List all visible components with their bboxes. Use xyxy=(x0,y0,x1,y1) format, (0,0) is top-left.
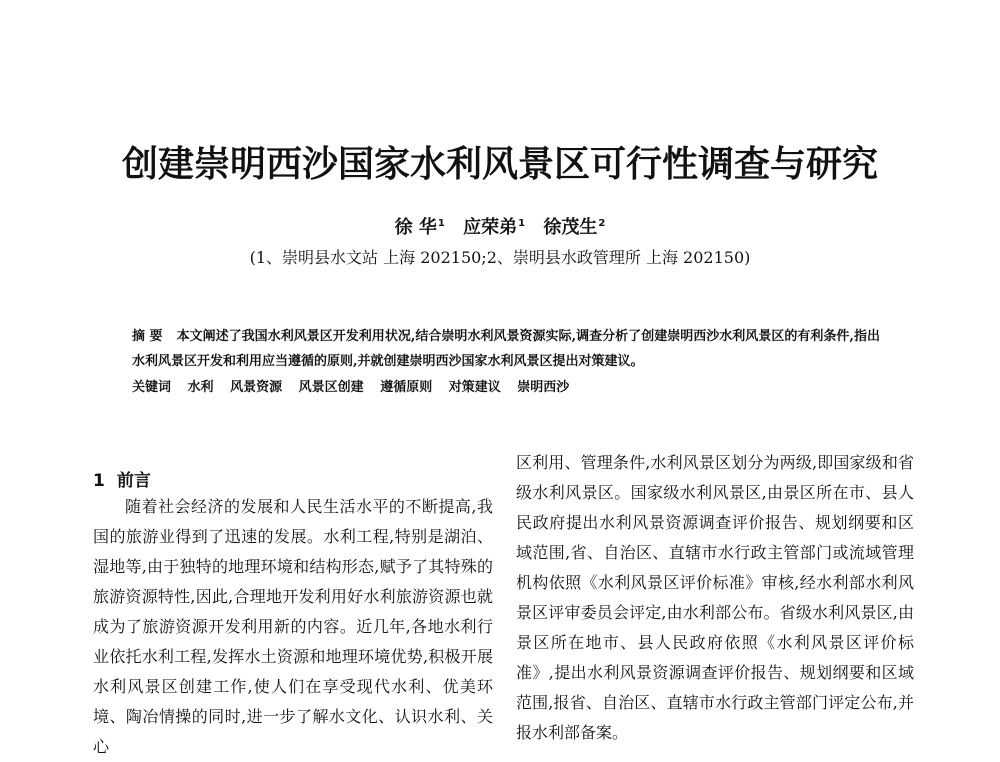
keyword: 崇明西沙 xyxy=(517,380,570,395)
author-1: 徐 华$^1$ xyxy=(394,217,445,238)
author-2: 应荣弟$^1$ xyxy=(463,217,526,238)
keyword: 对策建议 xyxy=(448,380,501,395)
author-list xyxy=(0,213,1000,239)
abstract-label: 摘 要 xyxy=(132,329,163,344)
abstract xyxy=(132,324,880,374)
keyword: 风景区创建 xyxy=(298,380,364,395)
keywords xyxy=(132,377,880,399)
right-column-paragraph: 区利用、管理条件,水利风景区划分为两级,即国家级和省级水利风景区。国家级水利风景区,由景区所在市、县人民政府提出水利风景资源调查评价报告、规划纲要和区域范围,省、自治区、直辖市水行政主管部门或流域管理机构依照《水利风景区评价标准》审核,经水利部水利风景区评审委员会评定,由水利部公布。省级水利风景区,由景区所在地市、县人民政府依照《水利风景区评价标准》,提出水利风景资源调查评价报告、规划纲要和区域范围,报省、自治区、直辖市水行政主管部门评定公布,并报水利部备案。 xyxy=(516,453,914,742)
section-number: 1 xyxy=(93,471,105,491)
keyword: 风景资源 xyxy=(230,380,283,395)
abstract-text: 本文阐述了我国水利风景区开发利用状况,结合崇明水利风景资源实际,调查分析了创建崇明西沙水利风景区的有利条件,指出水利风景区开发和利用应当遵循的原则,并就创建崇明西沙国家水利风景区提出对策建议。 xyxy=(132,329,880,369)
keyword: 水利 xyxy=(187,380,214,395)
section-title: 前言 xyxy=(116,471,151,491)
section-heading xyxy=(93,466,151,491)
affiliation: (1、崇明县水文站 上海 202150;2、崇明县水政管理所 上海 202150) xyxy=(249,248,751,267)
keyword: 遵循原则 xyxy=(380,380,433,395)
author-3: 徐茂生$^2$ xyxy=(543,217,606,238)
paper-title: 创建崇明西沙国家水利风景区可行性调查与研究 xyxy=(121,143,878,185)
keywords-label: 关键词 xyxy=(132,380,172,395)
left-column xyxy=(93,492,493,762)
right-column xyxy=(516,448,914,748)
intro-paragraph: 随着社会经济的发展和人民生活水平的不断提高,我国的旅游业得到了迅速的发展。水利工程,特别是湖泊、湿地等,由于独特的地理环境和结构形态,赋予了其特殊的旅游资源特性,因此,合理地开发利用好水利旅游资源也就成为了旅游资源开发利用新的内容。近几年,各地水利行业依托水利工程,发挥水土资源和地理环境优势,积极开展水利风景区创建工作,使人们在享受现代水利、优美环境、陶冶情操的同时,进一步了解水文化、认识水利、关心 xyxy=(93,497,493,756)
